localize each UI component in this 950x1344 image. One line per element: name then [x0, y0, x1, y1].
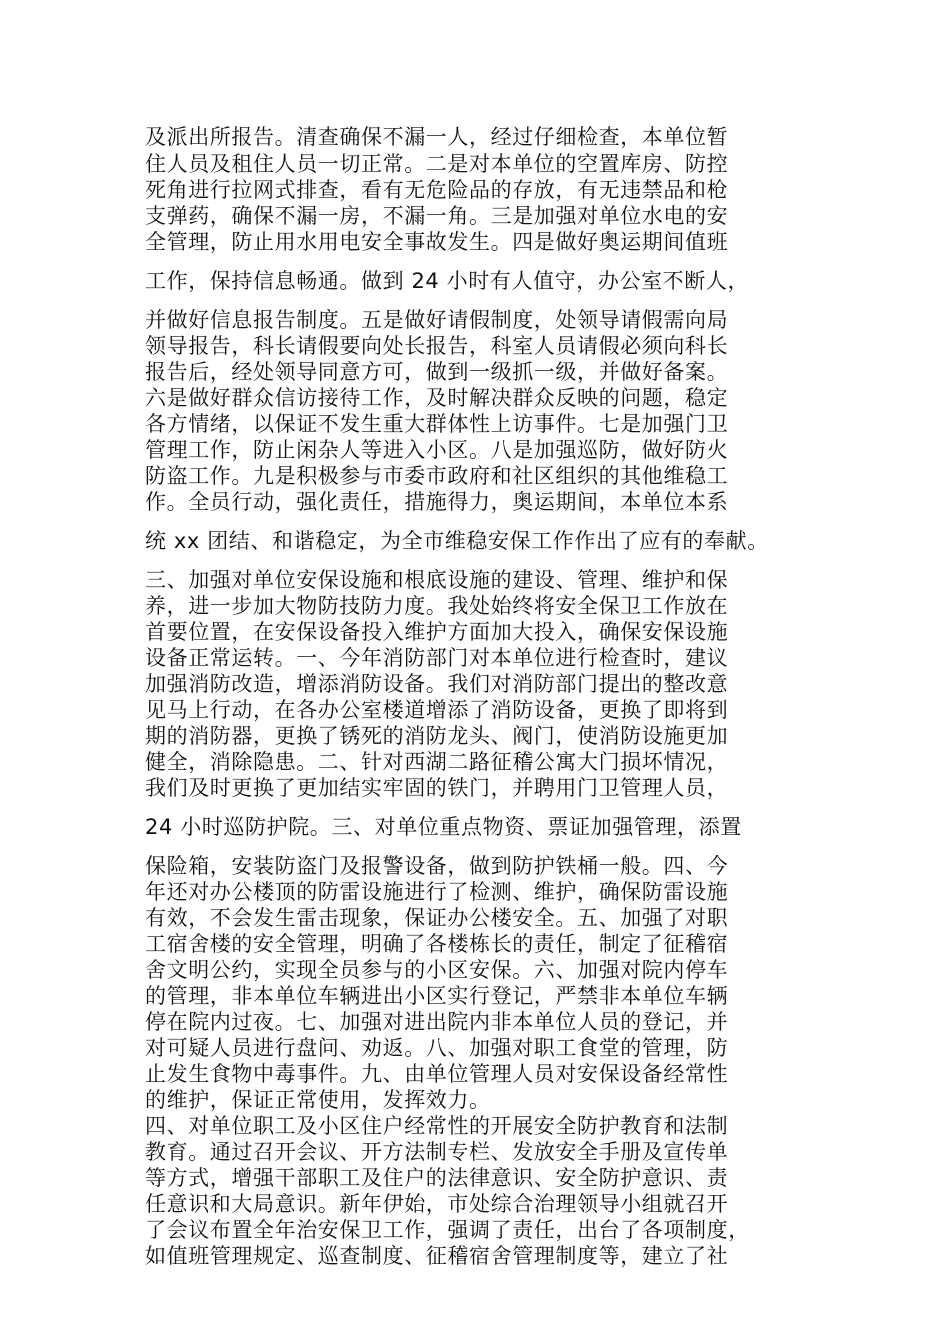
text-line: 住人员及租住人员一切正常。二是对本单位的空置库房、防控 — [145, 152, 729, 176]
text-line: 统 xx 团结、和谐稳定，为全市维稳安保工作作出了应有的奉献。 — [145, 529, 769, 553]
text-line: 并做好信息报告制度。五是做好请假制度，处领导请假需向局 — [145, 308, 729, 332]
text-line: 的管理，非本单位车辆进出小区实行登记，严禁非本单位车辆 — [145, 984, 729, 1008]
text-line: 有效，不会发生雷击现象，保证办公楼安全。五、加强了对职 — [145, 906, 729, 930]
text-line: 对可疑人员进行盘问、劝返。八、加强对职工食堂的管理，防 — [145, 1036, 729, 1060]
text-line: 年还对办公楼顶的防雷设施进行了检测、维护，确保防雷设施 — [145, 880, 729, 904]
text-line: 止发生食物中毒事件。九、由单位管理人员对安保设备经常性 — [145, 1062, 729, 1086]
text-line: 支弹药，确保不漏一房，不漏一角。三是加强对单位水电的安 — [145, 204, 729, 228]
text-line: 了会议布置全年治安保卫工作，强调了责任，出台了各项制度， — [145, 1218, 750, 1242]
text-line: 加强消防改造，增添消防设备。我们对消防部门提出的整改意 — [145, 672, 729, 696]
text-line: 教育。通过召开会议、开方法制专栏、发放安全手册及宣传单 — [145, 1140, 729, 1164]
text-line: 六是做好群众信访接待工作，及时解决群众反映的问题，稳定 — [145, 386, 729, 410]
text-line: 等方式，增强干部职工及住户的法律意识、安全防护意识、责 — [145, 1166, 729, 1190]
text-line: 健全，消除隐患。二、针对西湖二路征稽公寓大门损坏情况， — [145, 750, 729, 774]
text-line: 防盗工作。九是积极参与市委市政府和社区组织的其他维稳工 — [145, 464, 729, 488]
text-line: 各方情绪，以保证不发生重大群体性上访事件。七是加强门卫 — [145, 412, 729, 436]
text-line: 工作，保持信息畅通。做到 24 小时有人值守，办公室不断人， — [145, 269, 750, 293]
text-line: 四、对单位职工及小区住户经常性的开展安全防护教育和法制 — [145, 1114, 729, 1138]
text-line: 及派出所报告。清查确保不漏一人，经过仔细检查，本单位暂 — [145, 125, 729, 149]
text-line: 24 小时巡防护院。三、对单位重点物资、票证加强管理，添置 — [145, 815, 742, 839]
text-line: 停在院内过夜。七、加强对进出院内非本单位人员的登记，并 — [145, 1010, 729, 1034]
text-line: 任意识和大局意识。新年伊始，市处综合治理领导小组就召开 — [145, 1192, 729, 1216]
text-line: 我们及时更换了更加结实牢固的铁门，并聘用门卫管理人员， — [145, 776, 729, 800]
text-line: 报告后，经处领导同意方可，做到一级抓一级，并做好备案。 — [145, 360, 729, 384]
text-line: 领导报告，科长请假要向处长报告，科室人员请假必须向科长 — [145, 334, 729, 358]
text-line: 工宿舍楼的安全管理，明确了各楼栋长的责任，制定了征稽宿 — [145, 932, 729, 956]
text-line: 作。全员行动，强化责任，措施得力，奥运期间，本单位本系 — [145, 490, 729, 514]
document-body — [145, 0, 835, 1344]
text-line: 如值班管理规定、巡查制度、征稽宿舍管理制度等，建立了社 — [145, 1244, 729, 1268]
text-line: 养，进一步加大物防技防力度。我处始终将安全保卫工作放在 — [145, 594, 729, 618]
text-line: 三、加强对单位安保设施和根底设施的建设、管理、维护和保 — [145, 568, 729, 592]
text-line: 首要位置，在安保设备投入维护方面加大投入，确保安保设施 — [145, 620, 729, 644]
text-line: 的维护，保证正常使用，发挥效力。 — [145, 1088, 491, 1112]
text-line: 保险箱，安装防盗门及报警设备，做到防护铁桶一般。四、今 — [145, 854, 729, 878]
text-line: 设备正常运转。一、今年消防部门对本单位进行检查时，建议 — [145, 646, 729, 670]
text-line: 见马上行动，在各办公室楼道增添了消防设备，更换了即将到 — [145, 698, 729, 722]
text-line: 舍文明公约，实现全员参与的小区安保。六、加强对院内停车 — [145, 958, 729, 982]
text-line: 期的消防器，更换了锈死的消防龙头、阀门，使消防设施更加 — [145, 724, 729, 748]
text-line: 全管理，防止用水用电安全事故发生。四是做好奥运期间值班 — [145, 230, 729, 254]
text-line: 管理工作，防止闲杂人等进入小区。八是加强巡防，做好防火 — [145, 438, 729, 462]
text-line: 死角进行拉网式排查，看有无危险品的存放，有无违禁品和枪 — [145, 178, 729, 202]
